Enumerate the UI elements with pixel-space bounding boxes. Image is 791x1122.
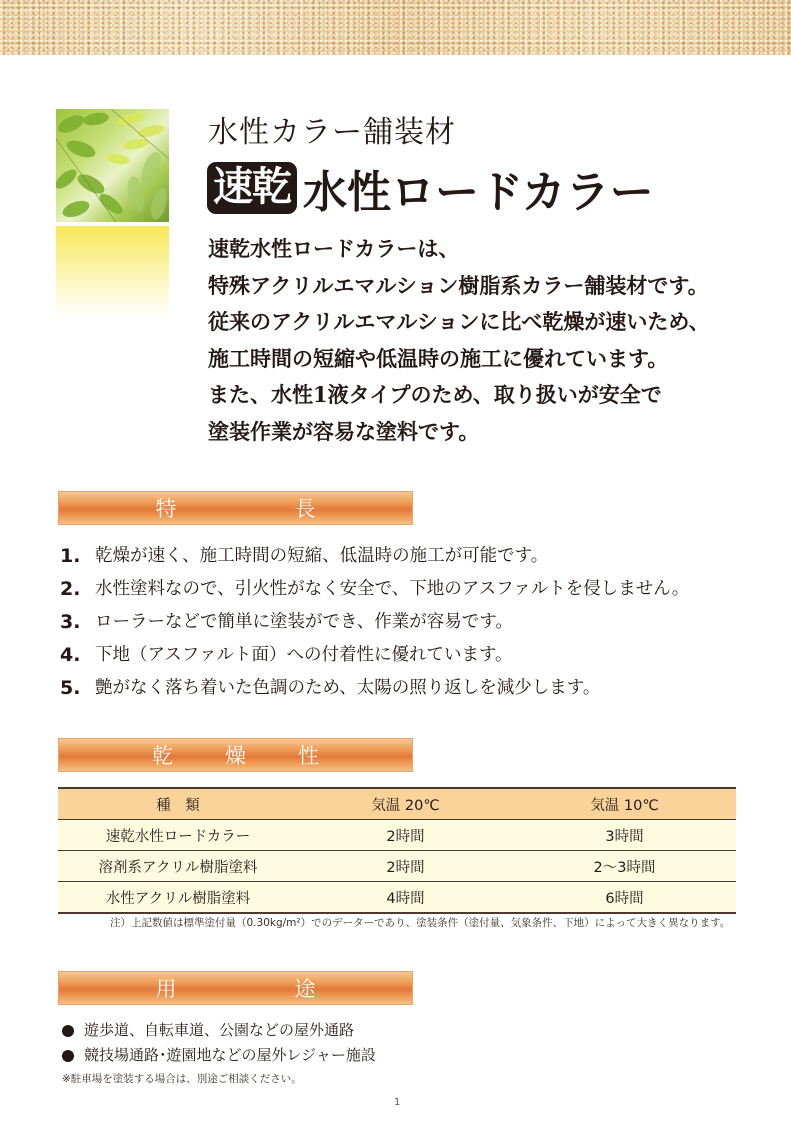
product-category: 水性カラー舗装材 xyxy=(208,115,456,150)
quick-dry-badge: 速乾 xyxy=(207,162,297,214)
feature-number: 2. xyxy=(60,578,81,600)
feature-text: ローラーなどで簡単に塗装ができ、作業が容易です。 xyxy=(95,612,513,632)
feature-number: 3. xyxy=(60,611,81,633)
product-name: 水性ロードカラー xyxy=(303,167,654,218)
heading-char: 燥 xyxy=(225,744,246,768)
leaf-photo xyxy=(56,109,169,222)
features-list xyxy=(60,540,689,705)
table-cell: 溶剤系アクリル樹脂塗料 xyxy=(98,859,258,876)
bullet-icon xyxy=(62,1025,74,1037)
drying-table xyxy=(58,787,736,914)
intro-line: 速乾水性ロードカラーは、 xyxy=(208,236,460,261)
table-cell: 2時間 xyxy=(386,859,425,876)
table-cell: 6時間 xyxy=(605,890,644,907)
column-header: 気温 20℃ xyxy=(371,797,440,814)
table-cell: 2～3時間 xyxy=(593,859,656,876)
intro-line: また、水性1液タイプのため、取り扱いが安全で xyxy=(208,382,662,407)
feature-number: 5. xyxy=(60,677,81,699)
feature-text: 下地（アスファルト面）への付着性に優れています。 xyxy=(95,645,513,665)
bullet-icon xyxy=(62,1050,74,1062)
table-footnote: 注）上記数値は標準塗付量（0.30kg/m²）でのデーターであり、塗装条件（塗付量、気象条件、下地）によって大きく異なります。 xyxy=(110,917,731,929)
intro-line: 特殊アクリルエマルション樹脂系カラー舗装材です。 xyxy=(208,272,709,298)
table-cell: 3時間 xyxy=(605,828,644,845)
product-title xyxy=(207,156,654,220)
feature-item xyxy=(60,639,689,672)
usage-item xyxy=(62,1018,376,1043)
table-cell: 水性アクリル樹脂塗料 xyxy=(105,890,251,907)
usage-list xyxy=(62,1018,376,1068)
page-number: 1 xyxy=(394,1097,401,1108)
intro-line: 塗装作業が容易な塗料です。 xyxy=(208,418,480,444)
feature-item xyxy=(60,540,689,573)
usage-item xyxy=(62,1043,376,1068)
heading-char: 長 xyxy=(294,497,316,521)
sand-texture-banner xyxy=(0,0,791,55)
table-row xyxy=(58,851,736,882)
leaf-image-icon xyxy=(56,109,169,222)
intro-paragraph xyxy=(208,231,710,450)
features-heading xyxy=(58,491,413,525)
usage-text: 競技場通路･遊園地などの屋外レジャー施設 xyxy=(84,1046,376,1064)
intro-line: 従来のアクリルエマルションに比べ乾燥が速いため、 xyxy=(208,309,710,334)
heading-char: 乾 xyxy=(152,744,173,768)
heading-char: 用 xyxy=(155,977,177,1001)
feature-item xyxy=(60,573,689,606)
feature-text: 乾燥が速く、施工時間の短縮、低温時の施工が可能です。 xyxy=(95,546,549,566)
feature-number: 4. xyxy=(60,644,81,666)
feature-text: 艶がなく落ち着いた色調のため、太陽の照り返しを減少します。 xyxy=(95,678,601,698)
feature-item xyxy=(60,606,689,639)
heading-char: 途 xyxy=(294,977,316,1001)
table-row xyxy=(58,882,736,914)
table-row xyxy=(58,820,736,851)
table-cell: 4時間 xyxy=(386,890,425,907)
heading-char: 特 xyxy=(155,497,177,521)
yellow-gradient-block xyxy=(56,226,169,318)
usage-heading xyxy=(58,971,413,1005)
feature-number: 1. xyxy=(60,545,81,567)
table-header-row xyxy=(58,788,736,820)
table-cell: 2時間 xyxy=(386,828,425,845)
drying-heading xyxy=(58,738,413,772)
intro-line: 施工時間の短縮や低温時の施工に優れています。 xyxy=(208,345,669,371)
usage-footnote: ※駐車場を塗装する場合は、別途ご相談ください。 xyxy=(62,1073,302,1085)
heading-char: 性 xyxy=(298,744,319,768)
feature-item xyxy=(60,672,689,705)
usage-text: 遊歩道、自転車道、公園などの屋外通路 xyxy=(84,1021,355,1039)
table-cell: 速乾水性ロードカラー xyxy=(105,828,251,845)
column-header: 気温 10℃ xyxy=(590,797,659,814)
feature-text: 水性塗料なので、引火性がなく安全で、下地のアスファルトを侵しません。 xyxy=(95,579,690,599)
column-header: 種 類 xyxy=(156,797,200,814)
